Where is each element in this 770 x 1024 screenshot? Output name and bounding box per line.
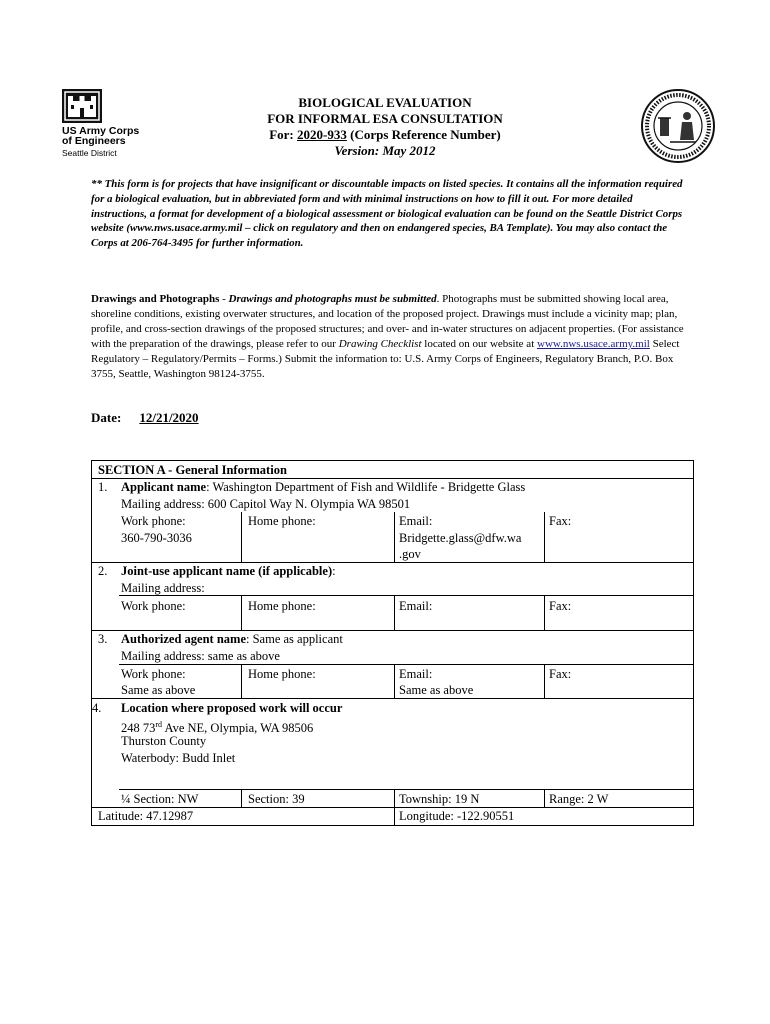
applicant-fax-label: Fax: xyxy=(549,514,572,528)
location-quarter-section[interactable]: ¼ Section: NW xyxy=(121,792,199,806)
department-seal-icon xyxy=(640,88,716,164)
location-waterbody[interactable]: Waterbody: Budd Inlet xyxy=(121,751,236,765)
applicant-email-1[interactable]: Bridgette.glass@dfw.wa xyxy=(399,531,522,545)
for-label: For: xyxy=(269,127,294,142)
website-link[interactable]: www.nws.usace.army.mil xyxy=(537,338,650,350)
agent-email-label: Email: xyxy=(399,667,433,681)
applicant-email-label: Email: xyxy=(399,514,433,528)
agent-fax-label: Fax: xyxy=(549,667,572,681)
agent-name-label: Authorized agent name xyxy=(121,632,246,646)
location-num: 4. xyxy=(92,701,102,715)
drawing-checklist: Drawing Checklist xyxy=(338,338,422,350)
location-range[interactable]: Range: 2 W xyxy=(549,792,609,806)
reference-number: 2020-933 xyxy=(297,127,347,142)
form-title-line-1: BIOLOGICAL EVALUATION xyxy=(298,95,472,110)
date-value[interactable]: 12/21/2020 xyxy=(139,410,199,425)
joint-work-phone-label[interactable]: Work phone: xyxy=(121,599,186,613)
location-label: Location where proposed work will occur xyxy=(121,701,343,715)
form-version: Version: May 2012 xyxy=(334,143,436,158)
logo-line-1: US Army Corps xyxy=(62,125,140,137)
agent-num: 3. xyxy=(98,632,108,646)
joint-home-phone-label[interactable]: Home phone: xyxy=(248,599,316,613)
location-county[interactable]: Thurston County xyxy=(121,734,207,748)
date-label: Date: xyxy=(91,410,122,425)
applicant-email-2[interactable]: .gov xyxy=(399,547,421,561)
logo-line-2: of Engineers xyxy=(62,135,126,147)
joint-num: 2. xyxy=(98,564,108,578)
section-a-table xyxy=(91,460,694,826)
agent-work-phone[interactable]: Same as above xyxy=(121,683,196,697)
agent-name-value[interactable]: : Same as applicant xyxy=(246,632,343,646)
drawings-heading: Drawings and Photographs xyxy=(91,293,220,305)
drawings-required: Drawings and photographs must be submitted xyxy=(228,293,437,305)
location-section[interactable]: Section: 39 xyxy=(248,792,305,806)
agent-email[interactable]: Same as above xyxy=(399,683,474,697)
drawings-paragraph: Drawings and Photographs - Drawings and photographs must be submitted. Photographs must be submitted showing local area, shoreline conditions, existing overwater structures, and location of the proposed project. Drawings must include a vicinity map; plan, profile, and cross-section drawings of the proposed structures; and over- and in-water structures on adjacent properties. (For assistance with the preparation of the drawings, please refer to our Drawing Checklist located on our website at www.nws.usace.army.mil Select Regulatory – Regulatory/Permits – Forms.) Submit the information to: U.S. Army Corps of Engineers, Regulatory Branch, P.O. Box 3755, Seattle, Washington 98124-3755. xyxy=(91,293,684,380)
agent-name-row xyxy=(121,631,343,647)
castle-icon xyxy=(62,89,102,123)
date-field xyxy=(91,410,221,426)
joint-name-label: Joint-use applicant name (if applicable) xyxy=(121,564,333,578)
joint-fax-label[interactable]: Fax: xyxy=(549,599,572,613)
applicant-work-phone-label: Work phone: xyxy=(121,514,186,528)
agent-home-phone-label: Home phone: xyxy=(248,667,316,681)
applicant-mailing-address[interactable]: Mailing address: 600 Capitol Way N. Olympia WA 98501 xyxy=(121,497,411,511)
reference-number-label: (Corps Reference Number) xyxy=(350,127,501,142)
agent-mailing-address[interactable]: Mailing address: same as above xyxy=(121,649,280,663)
joint-email-label[interactable]: Email: xyxy=(399,599,433,613)
joint-name-row: Joint-use applicant name (if applicable): xyxy=(121,564,336,578)
joint-mailing-address[interactable]: Mailing address: xyxy=(121,581,205,595)
logo-line-3: Seattle District xyxy=(62,148,117,158)
applicant-num: 1. xyxy=(98,480,108,494)
applicant-home-phone-label: Home phone: xyxy=(248,514,316,528)
applicant-name-label: Applicant name xyxy=(121,480,207,494)
location-latitude[interactable]: Latitude: 47.12987 xyxy=(98,809,194,823)
section-a-title: SECTION A - General Information xyxy=(98,463,287,477)
location-longitude[interactable]: Longitude: -122.90551 xyxy=(399,809,515,823)
agent-work-phone-label: Work phone: xyxy=(121,667,186,681)
location-address[interactable]: 248 73rd Ave NE, Olympia, WA 98506 xyxy=(121,720,314,736)
form-title-line-2: FOR INFORMAL ESA CONSULTATION xyxy=(267,111,503,126)
instructions-note: ** This form is for projects that have insignificant or discountable impacts on listed species. It contains all the information required for a biological evaluation, but in abbreviated form and with minimal instructions on how to fill it out. For more detailed instructions, a format for development of a biological assessment or biological evaluation can be found on the Seattle District Corps website (www.nws.usace.army.mil – click on regulatory and then on endangered species, BA Template). You may also contact the Corps at 206-764-3495 for further information. xyxy=(91,178,683,250)
usace-logo xyxy=(62,89,142,161)
applicant-name-row xyxy=(121,479,525,495)
applicant-name-value[interactable]: : Washington Department of Fish and Wildlife - Bridgette Glass xyxy=(206,480,526,494)
form-title-line-3 xyxy=(200,127,570,143)
location-township[interactable]: Township: 19 N xyxy=(399,792,480,806)
applicant-work-phone[interactable]: 360-790-3036 xyxy=(121,531,192,545)
